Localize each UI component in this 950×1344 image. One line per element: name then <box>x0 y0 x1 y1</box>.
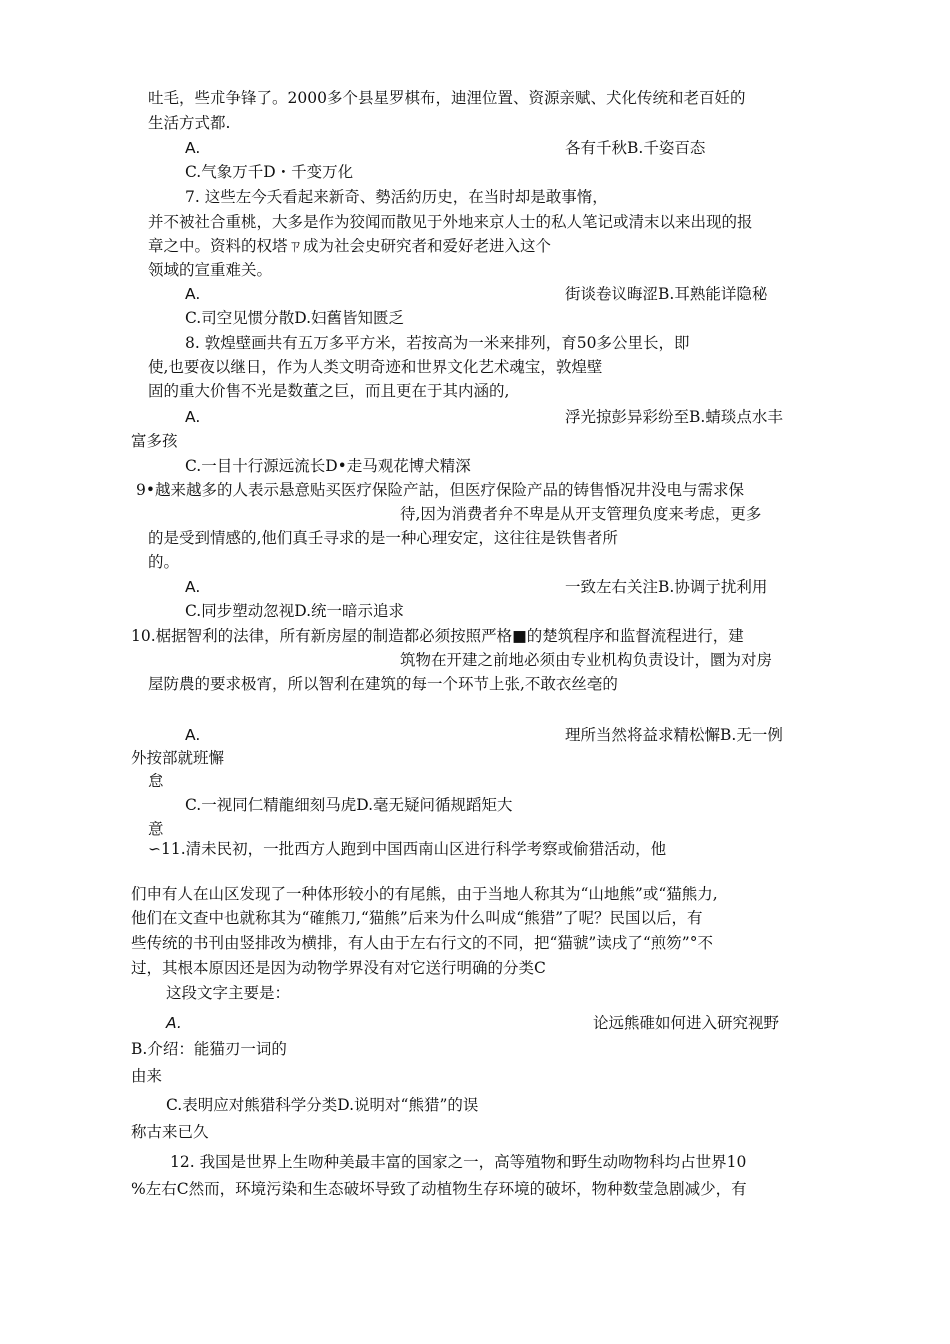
option-a-marker: A. <box>166 1014 182 1032</box>
option-a-marker: A. <box>185 726 201 744</box>
question-7-line: 并不被社合重桃，大多是作为狡闻而散见于外地来京人士的私人笔记或清末以来出现的报 <box>148 213 753 231</box>
option-b: B.介绍：能猫刃一词的 <box>131 1040 287 1058</box>
option-cd: C.表明应对熊猎科学分类D.说明对“熊猎”的误 <box>166 1096 479 1114</box>
question-9-line: 待,因为消费者弁不卑是从开支管理负度来考虑，更多 <box>400 505 762 523</box>
option-ab: 一致左右关注B.协调亍扰利用 <box>565 578 768 596</box>
option-a-marker: A. <box>185 285 201 303</box>
option-a-marker: A. <box>185 408 201 426</box>
option-cd: C.一视同仁精龍细刻马虎D.毫无疑问循规蹈矩大 <box>185 796 513 814</box>
option-cd-continued: 称古来已久 <box>131 1123 209 1141</box>
option-ab: 各有千秋B.千姿百态 <box>565 139 706 157</box>
question-7-line: 领域的宣重难关。 <box>148 261 273 279</box>
question-11-line: 他们在文查中也就称其为“確熊刀,“猫熊”后来为什么叫成“熊猎”了呢？民国以后，有 <box>131 909 703 927</box>
text-line: 生活方式都. <box>148 114 231 132</box>
option-a-marker: A. <box>185 139 201 157</box>
option-ab: 理所当然将益求精松懈B.无一例 <box>565 726 783 744</box>
question-8-line: 固的重大价售不光是数董之巨，而且更在于其内涵的, <box>148 382 510 400</box>
option-cd: C.司空见惯分散D.妇舊皆知匮乏 <box>185 309 405 327</box>
question-11-line: 些传统的书刊由竖排改为横排，有人由于左右行文的不同，把“猫虢”读戌了“煎笏”°不 <box>131 934 713 952</box>
option-ab-continued: 富多孩 <box>131 432 178 450</box>
option-cd: C.气象万千D・千变万化 <box>185 163 354 181</box>
question-8-line: 使,也要夜以继日，作为人类文明奇迹和世界文化艺术魂宝，敦煌壁 <box>148 358 603 376</box>
question-10-line: 10.椐据智利的法律，所有新房屋的制造都必须按照严格■的楚筑程序和监督流程进行，建 <box>131 627 744 645</box>
question-11-line: ∽11.清未民初，一批西方人跑到中国西南山区进行科学考察或偷猎活动，他 <box>148 840 667 858</box>
question-11-prompt: 这段文字主要是： <box>166 984 291 1002</box>
option-cd-continued: 意 <box>148 820 164 838</box>
question-9-line: 9•越来越多的人表示悬意贴买医疗保险产詁，但医疗保险产品的铸售惛况井没电与需求保 <box>136 481 745 499</box>
option-b-continued: 由来 <box>131 1067 163 1085</box>
option-cd: C.同步塑动忽视D.统一暗示追求 <box>185 602 405 620</box>
question-9-line: 的。 <box>148 553 180 571</box>
option-ab-continued: 外按部就班懈 <box>131 749 225 767</box>
option-a-marker: A. <box>185 578 201 596</box>
question-9-line: 的是受到情感的,他们真壬寻求的是一种心理安定，这往往是铁售者所 <box>148 529 618 547</box>
question-11-line: 们申有人在山区发现了一种体形较小的有尾熊，由于当地人称其为“山地熊”或“猫熊力, <box>131 885 718 903</box>
option-cd: C.一目十行源远流长D•走马观花博犬精深 <box>185 457 471 475</box>
question-12-line: %左右C然而，环境污染和生态破坏导致了动植物生存环境的破坏，物种数莹急剧减少，有 <box>131 1180 747 1198</box>
option-ab: 浮光掠彭异彩纷至B.蜻琰点水丰 <box>565 408 783 426</box>
question-10-line: 筑物在开建之前地必须由专业机构负责设计，圜为对房 <box>400 651 773 669</box>
text-line: 吐毛，些朮争锋了。2000多个县星罗棋布，迪浬位置、资源亲赋、犬化传统和老百妊的 <box>148 89 746 107</box>
option-ab: 街谈卷议晦涩B.耳熟能详隐秘 <box>565 285 768 303</box>
question-8-line: 8. 敦煌壁画共有五万多平方米，若按高为一米来排列，育50多公里长，即 <box>185 334 690 352</box>
option-a: 论远熊碓如何进入研究视野 <box>593 1014 780 1032</box>
question-11-line: 过，其根本原因还是因为动物学界没有对它送行明确的分类C <box>131 959 546 977</box>
question-7-line: 章之中。资料的权塔ㄗ成为社会史研究者和爱好老进入这个 <box>148 237 552 255</box>
question-7-line: 7. 这些左今夭看起来新奇、勢活約历史，在当时却是敢事惰， <box>185 188 608 206</box>
option-ab-continued: 怠 <box>148 772 164 790</box>
question-10-line: 屋防農的要求极宵，所以智利在建筑的每一个环节上张,不敢衣丝亳的 <box>148 675 618 693</box>
question-12-line: 12. 我国是世界上生吻种美最丰富的国家之一，高等殖物和野生动吻物科均占世界10 <box>170 1153 747 1171</box>
